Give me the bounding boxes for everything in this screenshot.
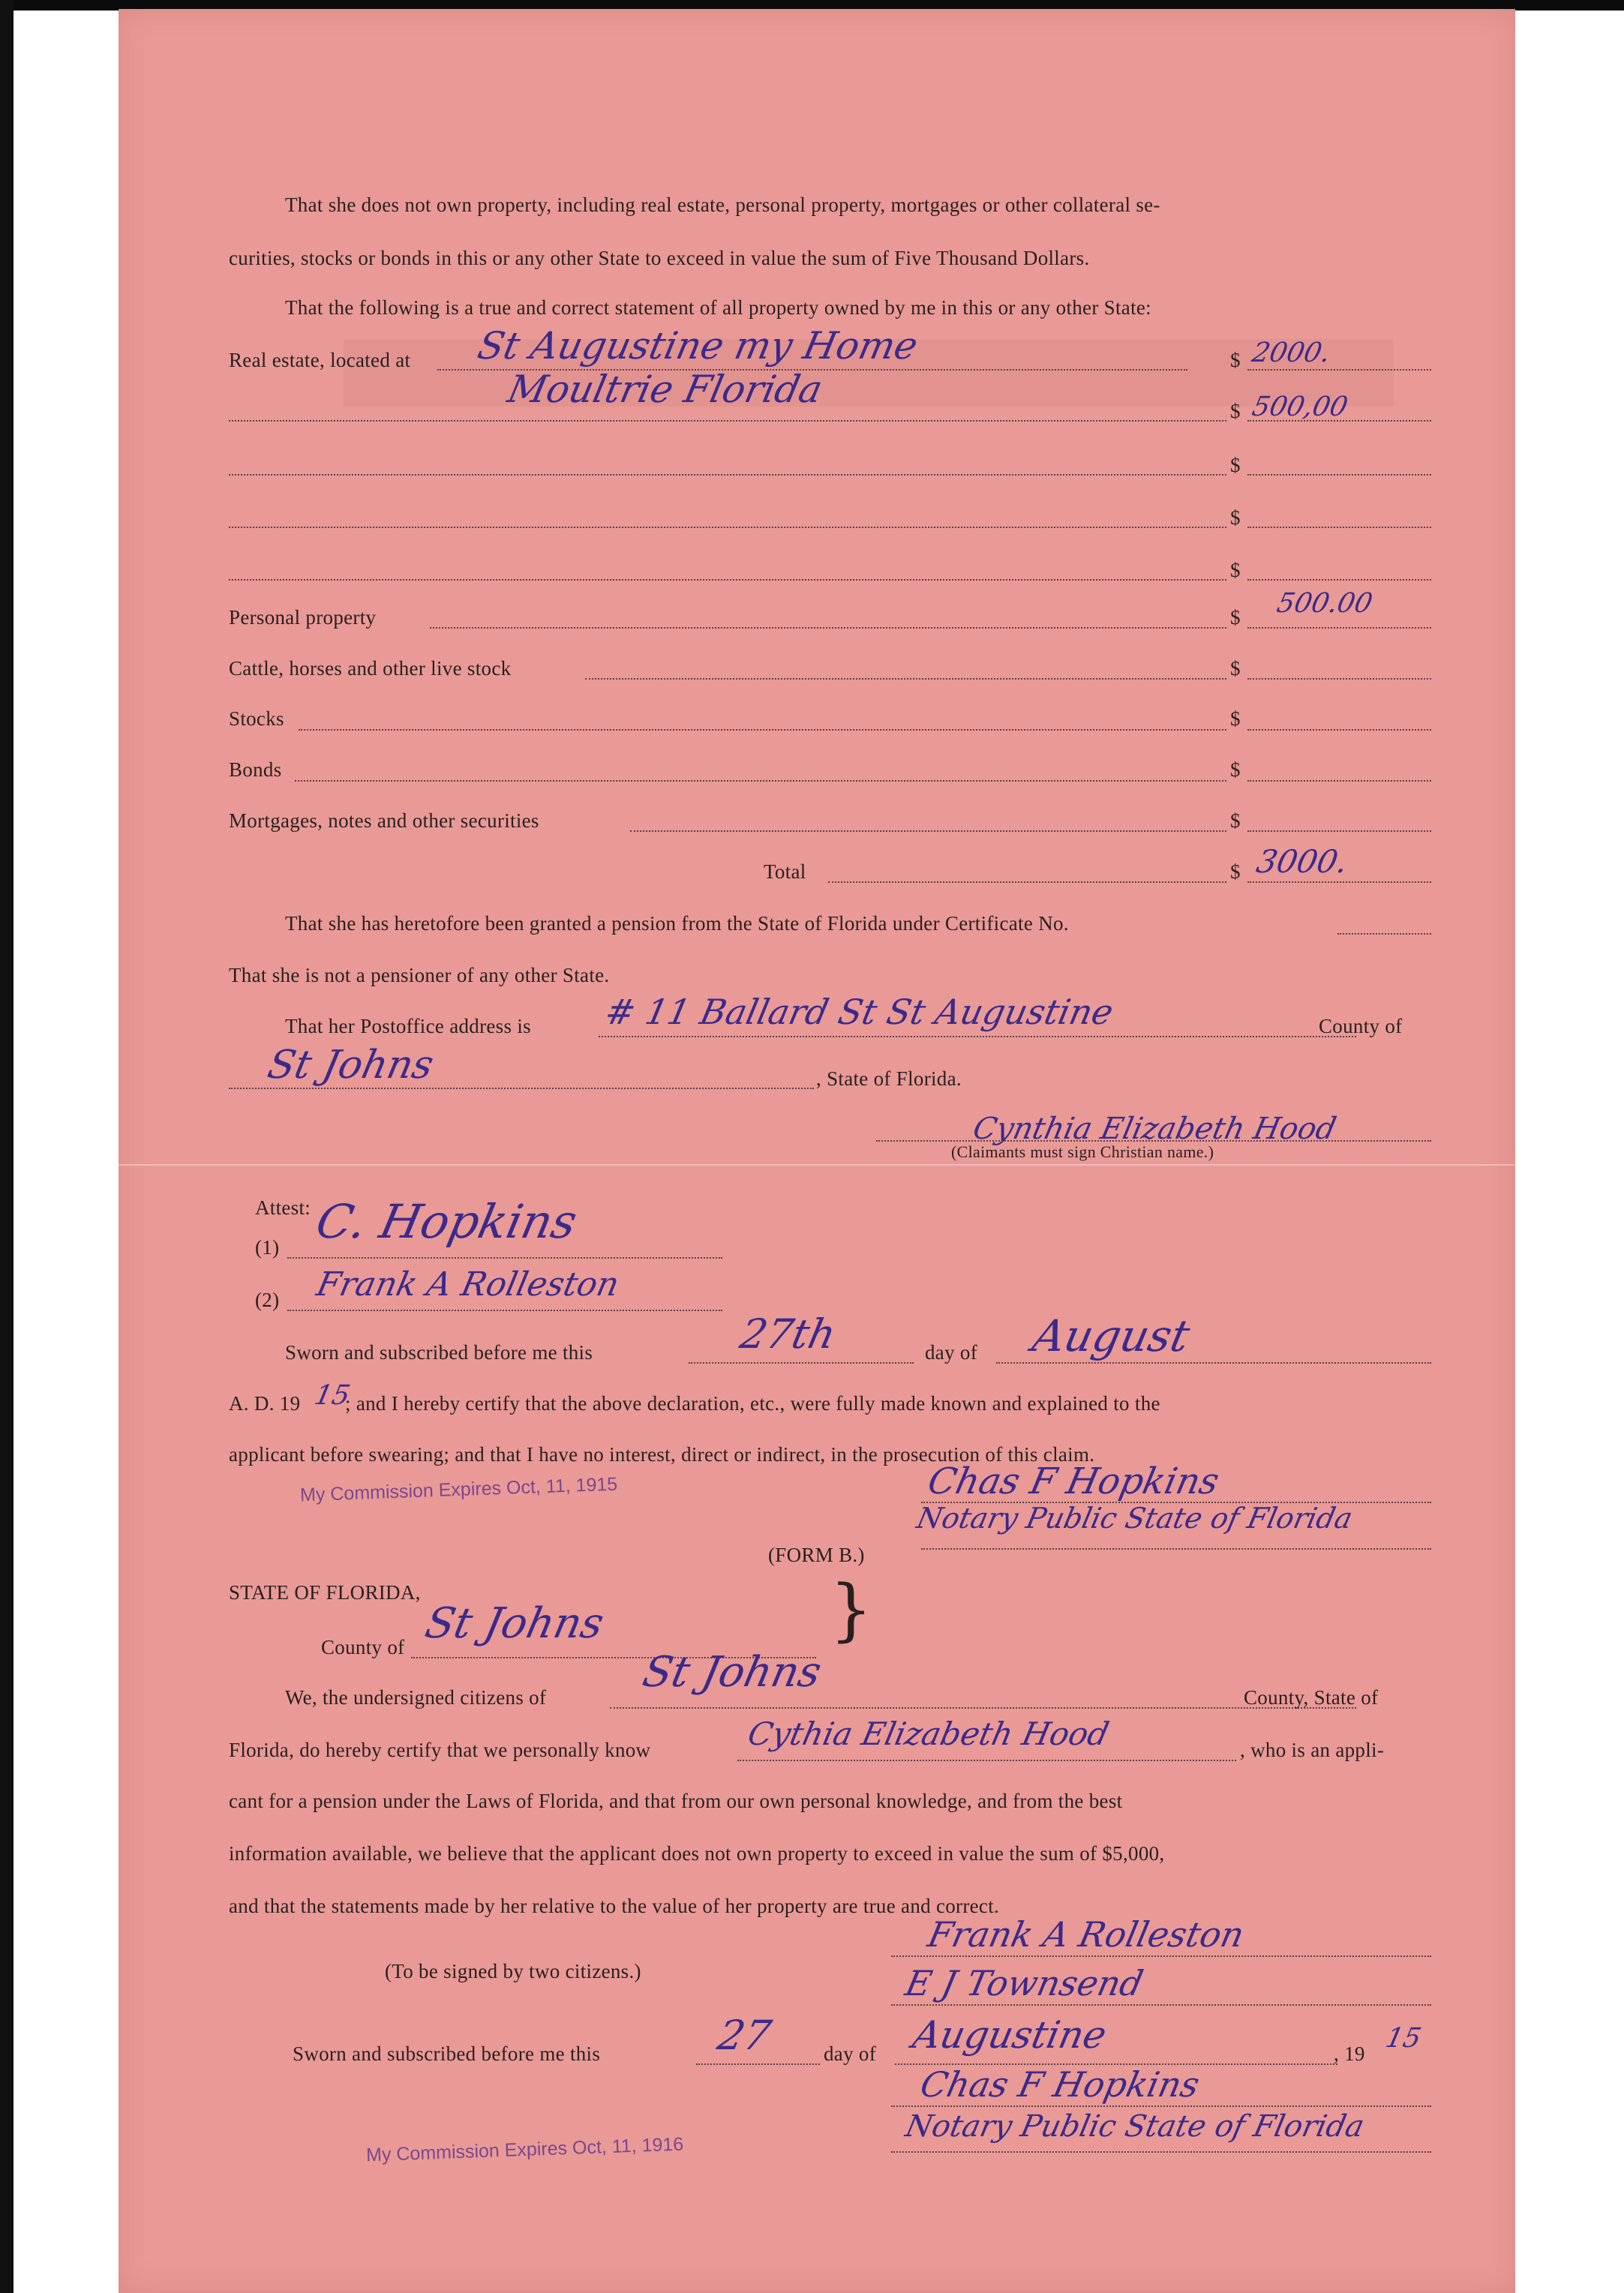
attest-2-signature: Frank A Rolleston xyxy=(313,1265,623,1304)
sworn-b-day: 27 xyxy=(713,2012,776,2059)
dollar-sign: $ xyxy=(1230,349,1241,371)
personal-property-value-line xyxy=(1247,627,1431,629)
real-estate-value-1: 2000. xyxy=(1249,338,1334,368)
year-prefix-b: , 19 xyxy=(1334,2042,1365,2065)
sworn-month: August xyxy=(1028,1310,1195,1361)
county-state-of-text: County, State of xyxy=(1244,1686,1379,1709)
dollar-sign: $ xyxy=(1230,400,1241,422)
sworn-b-day-line xyxy=(696,2063,820,2065)
total-label: Total xyxy=(764,860,806,883)
applicant-name-line xyxy=(737,1760,1236,1761)
real-estate-location-2: Moultrie Florida xyxy=(503,368,827,411)
real-estate-value-line-3 xyxy=(1247,474,1431,476)
applicant-name: Cythia Elizabeth Hood xyxy=(744,1715,1112,1752)
dollar-sign: $ xyxy=(1230,707,1241,730)
personal-property-line xyxy=(430,627,1226,629)
postoffice-address: # 11 Ballard St St Augustine xyxy=(602,992,1118,1032)
cattle-line xyxy=(585,678,1226,680)
notary-b-line-2 xyxy=(891,2151,1431,2153)
state-of-florida-text: , State of Florida. xyxy=(816,1067,962,1090)
commission-stamp: My Commission Expires Oct, 11, 1915 xyxy=(299,1473,618,1506)
postoffice-label: That her Postoffice address is xyxy=(285,1015,531,1037)
stocks-value-line xyxy=(1247,729,1431,731)
total-value: 3000. xyxy=(1253,843,1352,880)
pension-form-sheet xyxy=(119,9,1515,2293)
ad-prefix: A. D. 19 xyxy=(229,1392,301,1415)
para-property-line-2: curities, stocks or bonds in this or any other State to exceed in value the sum of Five Thousand Dollars. xyxy=(229,247,1090,269)
sworn-month-line xyxy=(996,1362,1431,1364)
attest-label: Attest: xyxy=(255,1196,311,1219)
year-suffix: 15 xyxy=(311,1380,353,1411)
real-estate-location-1: St Augustine my Home xyxy=(473,324,922,368)
county-b-name: St Johns xyxy=(421,1599,608,1648)
dollar-sign: $ xyxy=(1230,809,1241,832)
statements-true-line: and that the statements made by her relative to the value of her property are true and correct. xyxy=(229,1895,1000,1917)
dollar-sign: $ xyxy=(1230,506,1241,529)
year-suffix-b: 15 xyxy=(1382,2023,1424,2054)
commission-stamp-b: My Commission Expires Oct, 11, 1916 xyxy=(365,2133,684,2166)
notary-title-b: Notary Public State of Florida xyxy=(902,2109,1367,2144)
stocks-line xyxy=(299,729,1226,731)
citizen-line-2 xyxy=(891,2004,1431,2006)
citizen-signature-1: Frank A Rolleston xyxy=(924,1914,1248,1955)
dollar-sign: $ xyxy=(1230,758,1241,781)
cattle-value-line xyxy=(1247,678,1431,680)
bonds-value-line xyxy=(1247,780,1431,782)
attest-number-1: (1) xyxy=(255,1236,280,1259)
dollar-sign: $ xyxy=(1230,606,1241,629)
citizens-of-county: St Johns xyxy=(638,1648,826,1697)
form-b-heading: (FORM B.) xyxy=(768,1544,865,1566)
total-line xyxy=(828,881,1226,883)
bonds-line xyxy=(295,780,1226,782)
claimant-signature: Cynthia Elizabeth Hood xyxy=(970,1112,1340,1146)
two-citizens-note: (To be signed by two citizens.) xyxy=(385,1960,641,1982)
para-property-line-1: That she does not own property, including real estate, personal property, mortgages or other collateral se- xyxy=(285,194,1160,216)
dollar-sign: $ xyxy=(1230,454,1241,476)
sworn-label: Sworn and subscribed before me this xyxy=(285,1341,593,1364)
county-of-label: County of xyxy=(1319,1015,1403,1037)
mortgages-line xyxy=(630,830,1226,832)
notary-title: Notary Public State of Florida xyxy=(914,1502,1356,1535)
citizen-line-1 xyxy=(891,1955,1431,1957)
sworn-b-month: Augustine xyxy=(908,2013,1111,2057)
real-estate-line-4 xyxy=(229,527,1226,528)
notary-line-2 xyxy=(921,1548,1431,1550)
who-is-appli-text: , who is an appli- xyxy=(1240,1739,1385,1761)
total-value-line xyxy=(1247,881,1431,883)
personal-property-label: Personal property xyxy=(229,606,377,629)
real-estate-line-3 xyxy=(229,474,1226,476)
day-of-b-label: day of xyxy=(824,2042,877,2065)
real-estate-line-2 xyxy=(229,420,1226,422)
dollar-sign: $ xyxy=(1230,657,1241,680)
real-estate-value-line-4 xyxy=(1247,527,1431,528)
certificate-number-line xyxy=(1337,933,1431,935)
day-of-label: day of xyxy=(925,1341,978,1364)
personal-property-value: 500.00 xyxy=(1274,588,1376,619)
real-estate-value-line-1 xyxy=(1247,369,1431,371)
mortgages-value-line xyxy=(1247,830,1431,832)
county-brace: } xyxy=(830,1571,873,1649)
attest-number-2: (2) xyxy=(255,1289,280,1311)
notary-signature-b: Chas F Hopkins xyxy=(917,2064,1203,2105)
bonds-label: Bonds xyxy=(229,758,282,781)
scan-left-edge xyxy=(0,0,14,2293)
ad-declaration-text: ; and I hereby certify that the above declaration, etc., were fully made known and explained to the xyxy=(345,1392,1160,1415)
stocks-label: Stocks xyxy=(229,707,284,730)
applicant-before-swearing: applicant before swearing; and that I have no interest, direct or indirect, in the prosecution of this claim. xyxy=(229,1443,1095,1466)
postoffice-line xyxy=(599,1036,1356,1037)
real-estate-label: Real estate, located at xyxy=(229,349,411,371)
real-estate-value-2: 500,00 xyxy=(1249,392,1351,422)
attest-line-1 xyxy=(287,1257,722,1259)
notary-b-line-1 xyxy=(891,2105,1431,2107)
citizen-signature-2: E J Townsend xyxy=(902,1963,1147,2003)
notary-signature: Chas F Hopkins xyxy=(924,1460,1223,1502)
county-name: St Johns xyxy=(263,1043,438,1088)
dollar-sign: $ xyxy=(1230,559,1241,581)
we-undersigned: We, the undersigned citizens of xyxy=(285,1686,547,1709)
info-available-line: information available, we believe that the applicant does not own property to exceed in value the sum of $5,000, xyxy=(229,1842,1165,1865)
real-estate-line-5 xyxy=(229,579,1226,581)
paper-fold xyxy=(119,1164,1515,1166)
cattle-label: Cattle, horses and other live stock xyxy=(229,657,512,680)
mortgages-label: Mortgages, notes and other securities xyxy=(229,809,539,832)
para-statement: That the following is a true and correct statement of all property owned by me in this or any other State: xyxy=(285,296,1151,319)
attest-line-2 xyxy=(287,1310,722,1311)
county-of-b-label: County of xyxy=(321,1636,405,1658)
sworn-day-line xyxy=(689,1362,914,1364)
sworn-b-label: Sworn and subscribed before me this xyxy=(293,2042,601,2065)
county-line xyxy=(229,1088,814,1089)
real-estate-value-line-5 xyxy=(1247,579,1431,581)
cant-pension-line: cant for a pension under the Laws of Florida, and that from our own personal knowledge, and from the best xyxy=(229,1790,1123,1812)
florida-certify-text: Florida, do hereby certify that we personally know xyxy=(229,1739,651,1761)
dollar-sign: $ xyxy=(1230,860,1241,883)
not-pensioner-text: That she is not a pensioner of any other State. xyxy=(229,964,610,986)
pension-granted-text: That she has heretofore been granted a pension from the State of Florida under Certificate No. xyxy=(285,912,1069,935)
sworn-day: 27th xyxy=(736,1310,840,1358)
claimant-note: (Claimants must sign Christian name.) xyxy=(951,1142,1214,1161)
attest-1-signature: C. Hopkins xyxy=(311,1194,582,1249)
state-of-florida-heading: STATE OF FLORIDA, xyxy=(229,1581,421,1604)
